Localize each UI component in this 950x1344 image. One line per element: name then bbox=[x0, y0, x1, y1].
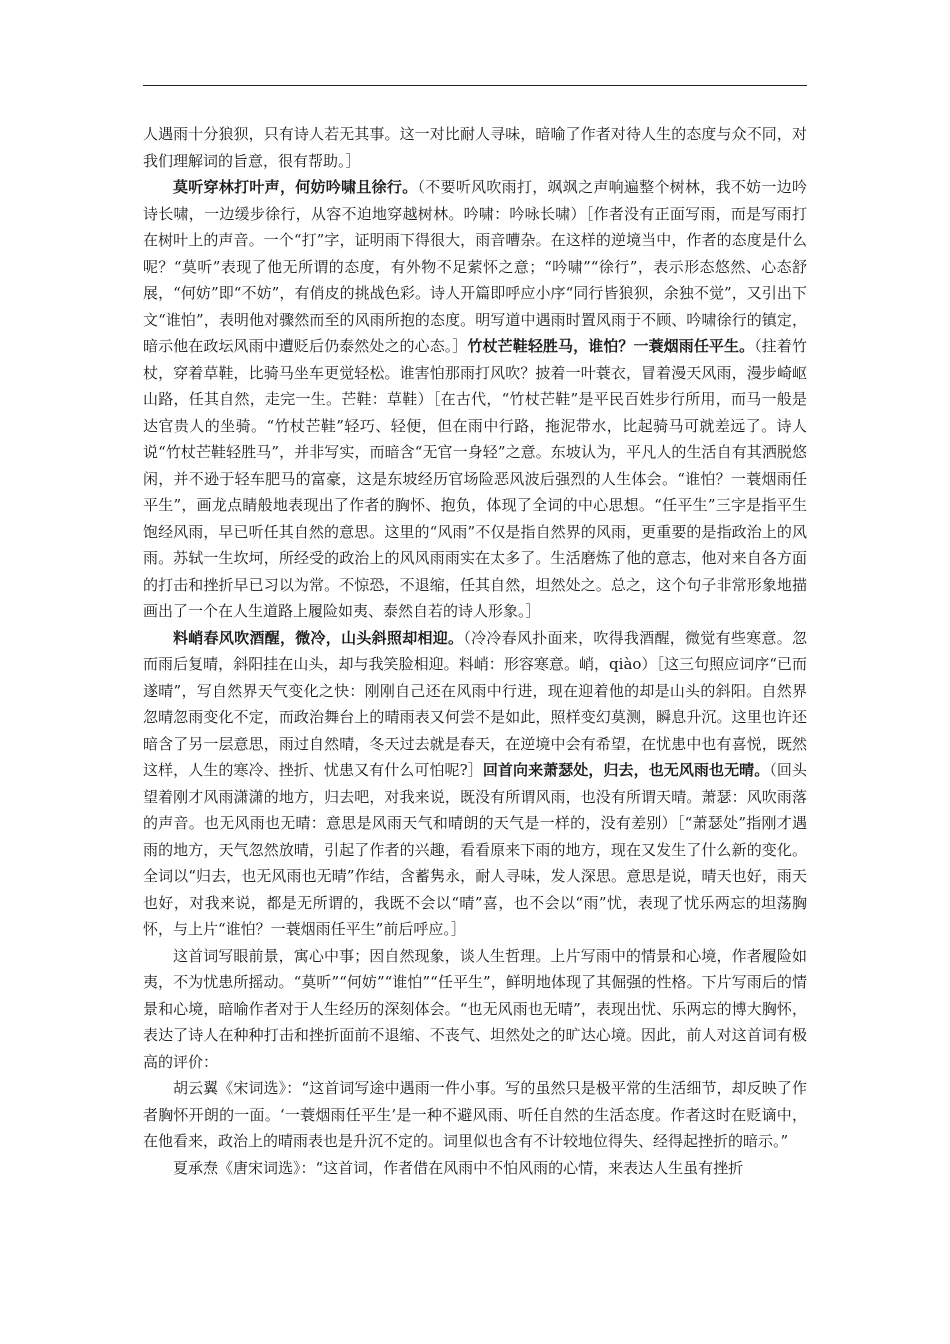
body-text bbox=[143, 121, 807, 1181]
text-run: （回头望着刚才风雨潇潇的地方，归去吧，对我来说，既没有所谓风雨，也没有所谓天晴。萧瑟：风吹雨落的声音。也无风雨也无晴：意思是风雨天气和晴朗的天气是一样的，没有差别）［“萧瑟处”指刚才遇雨的地方，天气忽然放晴，引起了作者的兴趣，看看原来下雨的地方，现在又发生了什么新的变化。全词以“归去，也无风雨也无晴”作结，含蓄隽永，耐人寻味，发人深思。意思是说，晴天也好，雨天也好，对我来说，都是无所谓的，我既不会以“晴”喜，也不会以“雨”忧，表现了忧乐两忘的坦荡胸怀，与上片“谁怕？一蓑烟雨任平生”前后呼应。］ bbox=[143, 761, 807, 938]
text-run: （拄着竹杖，穿着草鞋，比骑马坐车更觉轻松。谁害怕那雨打风吹？披着一叶蓑衣，冒着漫天风雨，漫步崎岖山路，任其自然，走完一生。芒鞋：草鞋）［在古代，“竹杖芒鞋”是平民百姓步行所用，而马一般是达官贵人的坐骑。“竹杖芒鞋”轻巧、轻便，但在雨中行路，拖泥带水，比起骑马可就差远了。诗人说“竹杖芒鞋轻胜马”，并非写实，而暗含“无官一身轻”之意。东坡认为，平凡人的生活自有其洒脱悠闲，并不逊于轻车肥马的富豪，这是东坡经历官场险恶风波后强烈的人生体会。“谁怕？一蓑烟雨任平生”，画龙点睛般地表现出了作者的胸怀、抱负，体现了全词的中心思想。“任平生”三字是指平生饱经风雨，早已听任其自然的意思。这里的“风雨”不仅是指自然界的风雨，更重要的是指政治上的风雨。苏轼一生坎坷，所经受的政治上的风风雨雨实在太多了。生活磨炼了他的意志，他对来自各方面的打击和挫折早已习以为常。不惊恐，不退缩，任其自然，坦然处之。总之，这个句子非常形象地描画出了一个在人生道路上履险如夷、泰然自若的诗人形象。］ bbox=[143, 337, 807, 620]
paragraph-4 bbox=[143, 943, 807, 1076]
poem-line-bold: 竹杖芒鞋轻胜马，谁怕？一蓑烟雨任平生。 bbox=[467, 337, 755, 355]
paragraph-2 bbox=[143, 174, 807, 625]
text-run: （不要听风吹雨打，飒飒之声响遍整个树林，我不妨一边吟诗长啸，一边缓步徐行，从容不迫地穿越树林。吟啸：吟咏长啸）［作者没有正面写雨，而是写雨打在树叶上的声音。一个“打”字，证明雨下得很大，雨音嘈杂。在这样的逆境当中，作者的态度是什么呢？“莫听”表现了他无所谓的态度，有外物不足萦怀之意；“吟啸”“徐行”，表示形态悠然、心态舒展，“何妨”即“不妨”，有俏皮的挑战色彩。诗人开篇即呼应小序“同行皆狼狈，余独不觉”，又引出下文“谁怕”，表明他对骤然而至的风雨所抱的态度。明写道中遇雨时置风雨于不顾、吟啸徐行的镇定，暗示他在政坛风雨中遭贬后仍泰然处之的心态。］ bbox=[143, 178, 807, 355]
poem-line-bold: 回首向来萧瑟处，归去，也无风雨也无晴。 bbox=[482, 761, 770, 779]
paragraph-6-quote-xia bbox=[143, 1155, 807, 1182]
text-run: 这首词写眼前景，寓心中事；因自然现象，谈人生哲理。上片写雨中的情景和心境，作者履险如夷，不为忧患所摇动。“莫听”“何妨”“谁怕”“任平生”，鲜明地体现了其倔强的性格。下片写雨后的情景和心境，暗喻作者对于人生经历的深刻体会。“也无风雨也无晴”，表现出忧、乐两忘的博大胸怀，表达了诗人在种种打击和挫折面前不退缩、不丧气、坦然处之的旷达心境。因此，前人对这首词有极高的评价： bbox=[143, 946, 807, 1071]
text-run: （冷冷春风扑面来，吹得我酒醒，微觉有些寒意。忽而雨后复晴，斜阳挂在山头，却与我笑脸相迎。料峭：形容寒意。峭，qiào）［这三句照应词序“已而遂晴”，写自然界天气变化之快：刚刚自己还在风雨中行进，现在迎着他的却是山头的斜阳。自然界忽晴忽雨变化不定，而政治舞台上的晴雨表又何尝不是如此，照样变幻莫测，瞬息升沉。这里也许还暗含了另一层意思，雨过自然晴，冬天过去就是春天，在逆境中会有希望，在忧患中也有喜悦，既然这样，人生的寒冷、挫折、忧患又有什么可怕呢?］ bbox=[143, 628, 807, 779]
paragraph-5-quote-hu bbox=[143, 1075, 807, 1155]
poem-line-bold: 莫听穿林打叶声，何妨吟啸且徐行。 bbox=[173, 178, 418, 196]
paragraph-3 bbox=[143, 625, 807, 943]
text-run: 人遇雨十分狼狈，只有诗人若无其事。这一对比耐人寻味，暗喻了作者对待人生的态度与众不同，对我们理解词的旨意，很有帮助。］ bbox=[143, 125, 807, 170]
text-run: 胡云翼《宋词选》：“这首词写途中遇雨一件小事。写的虽然只是极平常的生活细节，却反映了作者胸怀开朗的一面。‘一蓑烟雨任平生’是一种不避风雨、听任自然的生活态度。作者这时在贬谪中，在他看来，政治上的晴雨表也是升沉不定的。词里似也含有不计较地位得失、经得起挫折的暗示。” bbox=[143, 1079, 807, 1150]
header-rule bbox=[143, 85, 807, 86]
paragraph-1 bbox=[143, 121, 807, 174]
text-run: 夏承焘《唐宋词选》：“这首词，作者借在风雨中不怕风雨的心情，来表达人生虽有挫折 bbox=[173, 1158, 744, 1177]
poem-line-bold: 料峭春风吹酒醒，微冷，山头斜照却相迎。 bbox=[173, 628, 464, 647]
